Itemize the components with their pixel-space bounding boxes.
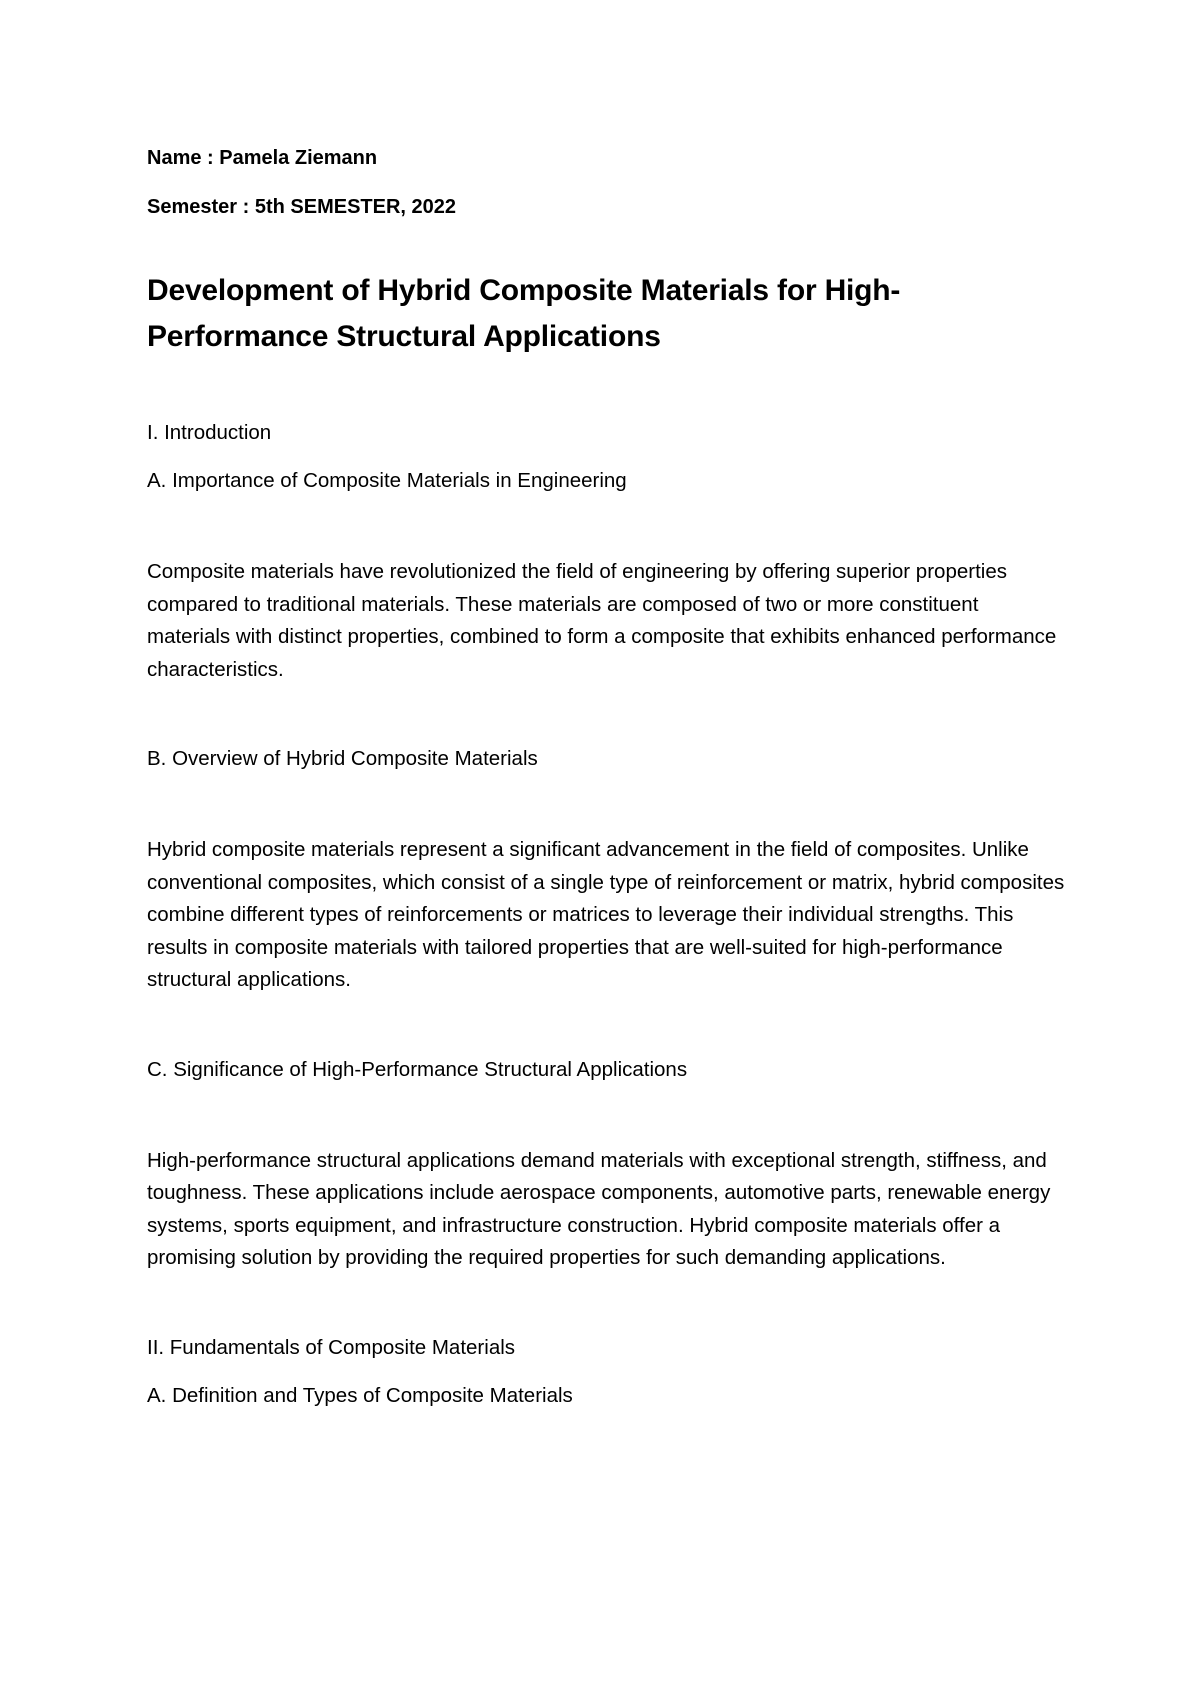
document-title: Development of Hybrid Composite Materials for High-Performance Structural Applications <box>147 274 901 353</box>
subsection-heading-overview: B. Overview of Hybrid Composite Materials <box>147 747 538 770</box>
subsection-heading-definition: A. Definition and Types of Composite Materials <box>147 1383 573 1407</box>
paragraph-importance: Composite materials have revolutionized the field of engineering by offering superior properties compared to traditional materials. These materials are composed of two or more constituent materials with distinct properties, combined to form a composite that exhibits enhanced performance characteristics. <box>147 560 1057 681</box>
subsection-heading-importance: A. Importance of Composite Materials in Engineering <box>147 469 627 492</box>
paragraph-overview: Hybrid composite materials represent a significant advancement in the field of composites. Unlike conventional composites, which consist of a single type of reinforcement or matrix, hybrid composites combine different types of reinforcements or matrices to leverage their individual strengths. This results in composite materials with tailored properties that are well-suited for high-performance structural applications. <box>147 838 1065 991</box>
section-heading-introduction: I. Introduction <box>147 421 272 444</box>
author-name: Name : Pamela Ziemann <box>147 147 378 169</box>
section-heading-fundamentals: II. Fundamentals of Composite Materials <box>147 1335 516 1359</box>
subsection-heading-significance: C. Significance of High-Performance Structural Applications <box>147 1057 688 1081</box>
semester-info: Semester : 5th SEMESTER, 2022 <box>147 196 457 218</box>
document-body <box>147 145 1067 1409</box>
paragraph-significance: High-performance structural applications demand materials with exceptional strength, stiffness, and toughness. These applications include aerospace components, automotive parts, renewable energy systems, sports equipment, and infrastructure construction. Hybrid composite materials offer a promising solution by providing the required properties for such demanding applications. <box>147 1148 1051 1269</box>
